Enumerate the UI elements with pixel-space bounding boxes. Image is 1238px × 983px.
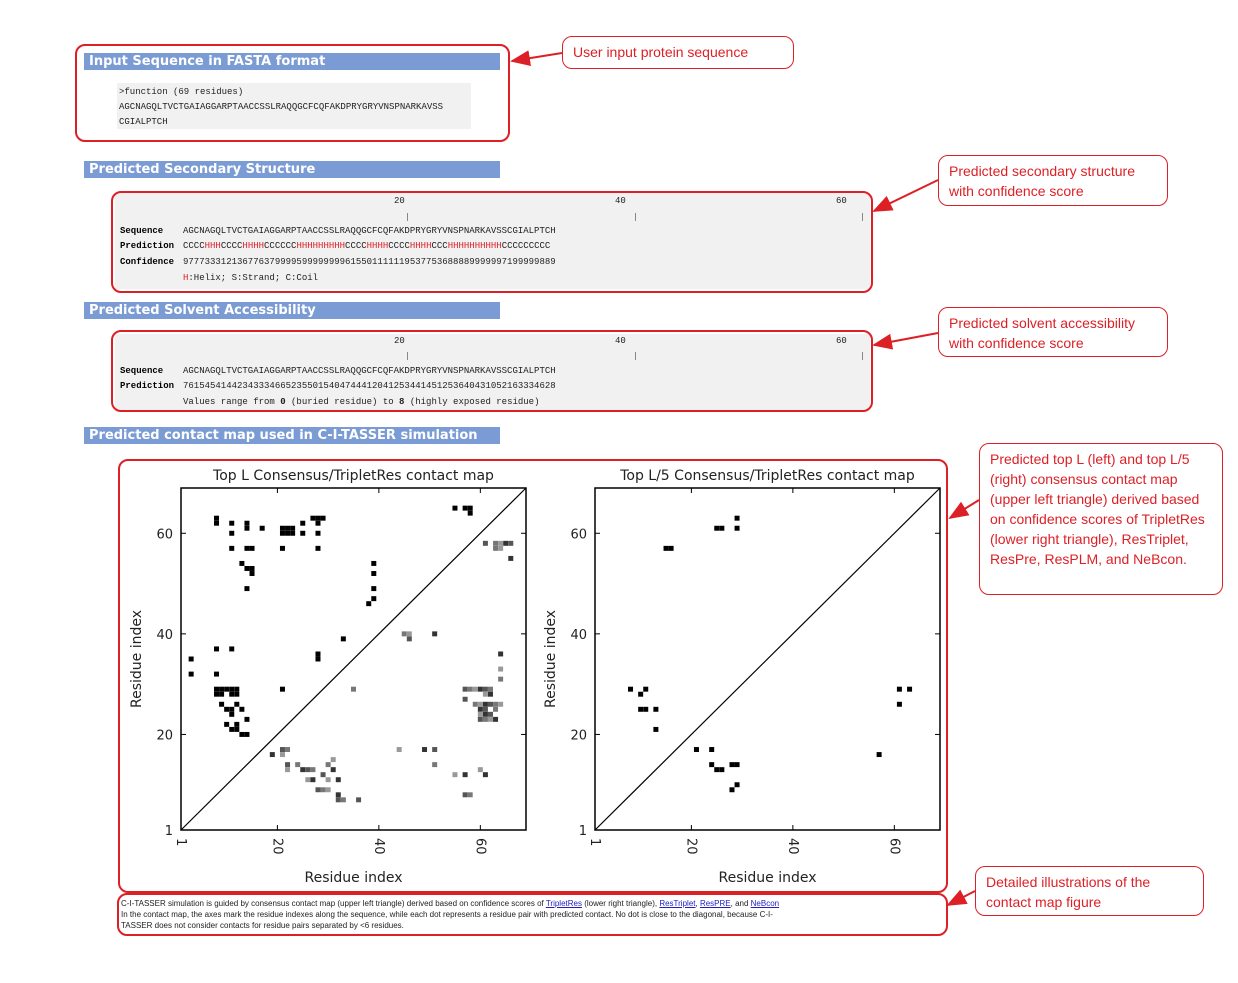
- sa-sequence: AGCNAGQLTVCTGAIAGGARPTAACCSSLRAQQGCFCQFAKDPRYGRYVNSPNARKAVSSCGIALPTCH: [183, 366, 556, 376]
- arrow-caption: [948, 891, 975, 905]
- caption-line-2: In the contact map, the axes mark the residue indexes along the sequence, while each dot represents a residue pair with predicted contact. No dot is close to the diagonal, because C-I-: [121, 910, 773, 919]
- y-axis-label: Residue index: [543, 609, 559, 709]
- ss-legend-text: :Helix; S:Strand; C:Coil: [188, 273, 319, 283]
- callout-caption: Detailed illustrations of the contact map figure: [975, 866, 1204, 916]
- sa-range-text: (highly exposed residue): [404, 397, 540, 407]
- y-axis-label: Residue index: [129, 609, 145, 709]
- caption-text: , and: [730, 899, 751, 908]
- fasta-section-header: Input Sequence in FASTA format: [84, 53, 500, 70]
- x-tick-label: 20: [683, 838, 699, 855]
- x-tick-label: 40: [784, 838, 800, 855]
- coil-segment: CCCC: [388, 241, 410, 251]
- sa-sequence-label: Sequence: [120, 366, 164, 376]
- fasta-sequence-line: CGIALPTCH: [119, 117, 168, 127]
- callout-secondary-structure: Predicted secondary structure with confidence score: [938, 155, 1168, 206]
- ss-tick-label-20: 20: [394, 196, 405, 206]
- ss-sequence: AGCNAGQLTVCTGAIAGGARPTAACCSSLRAQQGCFCQFAKDPRYGRYVNSPNARKAVSSCGIALPTCH: [183, 226, 556, 236]
- y-tick-label: 1: [164, 824, 173, 839]
- x-tick-label: 40: [370, 838, 386, 855]
- arrow-contact: [950, 500, 979, 518]
- fasta-sequence-line: AGCNAGQLTVCTGAIAGGARPTAACCSSLRAQQGCFCQFAKDPRYGRYVNSPNARKAVSS: [119, 102, 444, 112]
- helix-segment: HHHHHHHHH: [296, 241, 346, 251]
- sa-tick-label-20: 20: [394, 336, 405, 346]
- fasta-highlight-frame: [75, 44, 510, 142]
- ss-confidence-label: Confidence: [120, 257, 175, 267]
- ss-section-header: Predicted Secondary Structure: [84, 161, 500, 178]
- ss-highlight-frame: [111, 191, 873, 293]
- helix-segment: HHHHHHHHHH: [447, 241, 502, 251]
- sa-prediction: 761545414423433346652355015404744412041253441451253640431052163334628: [183, 381, 556, 391]
- nebcon-link[interactable]: NeBcon: [750, 899, 780, 908]
- caption-text: C-I-TASSER simulation is guided by consensus contact map (upper left triangle) derived based on confidence scores of: [121, 899, 546, 908]
- ss-confidence: 977733312136776379999599999999615501111119537753688889999997199999889: [183, 257, 556, 267]
- y-tick-label: 60: [570, 527, 587, 543]
- contact-section-header: Predicted contact map used in C-I-TASSER simulation: [84, 427, 500, 444]
- sa-range-min: 0: [280, 397, 286, 407]
- caption-text: (lower right triangle),: [581, 899, 660, 908]
- y-tick-label: 40: [570, 627, 587, 643]
- x-tick-label: 60: [472, 838, 488, 855]
- sa-tick-label-40: 40: [615, 336, 626, 346]
- ss-prediction-label: Prediction: [120, 241, 175, 251]
- ss-tick-label-60: 60: [836, 196, 847, 206]
- helix-segment: HHHH: [409, 241, 432, 251]
- ss-tick-label-40: 40: [615, 196, 626, 206]
- sa-range-text: Values range from: [183, 397, 281, 407]
- coil-segment: CCCCCCCCC: [501, 241, 551, 251]
- x-axis-label: Residue index: [718, 870, 817, 886]
- ss-legend-helix-letter: H: [183, 273, 189, 283]
- x-tick-label: 60: [886, 838, 902, 855]
- x-axis-label: Residue index: [304, 870, 403, 886]
- fasta-header-line: >function (69 residues): [119, 87, 244, 97]
- coil-segment: CCCCCC: [264, 241, 297, 251]
- sa-tick-label-60: 60: [836, 336, 847, 346]
- sa-highlight-frame: [111, 330, 873, 412]
- sa-range-text: (buried residue) to: [285, 397, 400, 407]
- arrow-sa: [874, 333, 938, 345]
- coil-segment: CCCC: [220, 241, 243, 251]
- chart-title: Top L/5 Consensus/TripletRes contact map: [620, 468, 915, 484]
- caption-line-3: TASSER does not consider contacts for residue pairs separated by <6 residues.: [121, 921, 404, 930]
- y-tick-label: 1: [578, 824, 587, 839]
- x-tick-label: 20: [269, 838, 285, 855]
- callout-input-sequence: User input protein sequence: [562, 36, 794, 69]
- coil-segment: CCCC: [345, 241, 367, 251]
- y-tick-label: 20: [570, 728, 587, 744]
- arrow-input: [512, 53, 562, 61]
- restriplet-link[interactable]: ResTriplet: [659, 899, 696, 908]
- sa-prediction-label: Prediction: [120, 381, 175, 391]
- ss-sequence-label: Sequence: [120, 226, 164, 236]
- y-tick-label: 60: [156, 527, 173, 543]
- helix-segment: HHH: [204, 241, 221, 251]
- arrow-ss: [874, 180, 938, 211]
- tripletres-link[interactable]: TripletRes: [545, 899, 582, 908]
- chart-title: Top L Consensus/TripletRes contact map: [213, 468, 494, 484]
- y-tick-label: 20: [156, 728, 173, 744]
- respre-link[interactable]: ResPRE: [699, 899, 731, 908]
- sa-range-max: 8: [399, 397, 405, 407]
- coil-segment: CCCC: [183, 241, 205, 251]
- x-tick-label: 1: [173, 838, 188, 847]
- helix-segment: HHHH: [242, 241, 265, 251]
- callout-contact-map: Predicted top L (left) and top L/5 (right) consensus contact map (upper left triangle) derived based on confidence scores of TripletRes (lower right triangle), ResTriplet, ResPre, ResPLM, and NeBcon.: [979, 443, 1223, 595]
- contact-map-highlight-frame: [118, 459, 948, 893]
- y-tick-label: 40: [156, 627, 173, 643]
- caption-text: ,: [695, 899, 700, 908]
- callout-solvent-accessibility: Predicted solvent accessibility with confidence score: [938, 307, 1168, 357]
- sa-section-header: Predicted Solvent Accessibility: [84, 302, 500, 319]
- x-tick-label: 1: [587, 838, 602, 847]
- coil-segment: CCC: [431, 241, 448, 251]
- helix-segment: HHHH: [366, 241, 389, 251]
- caption-highlight-frame: [117, 893, 948, 936]
